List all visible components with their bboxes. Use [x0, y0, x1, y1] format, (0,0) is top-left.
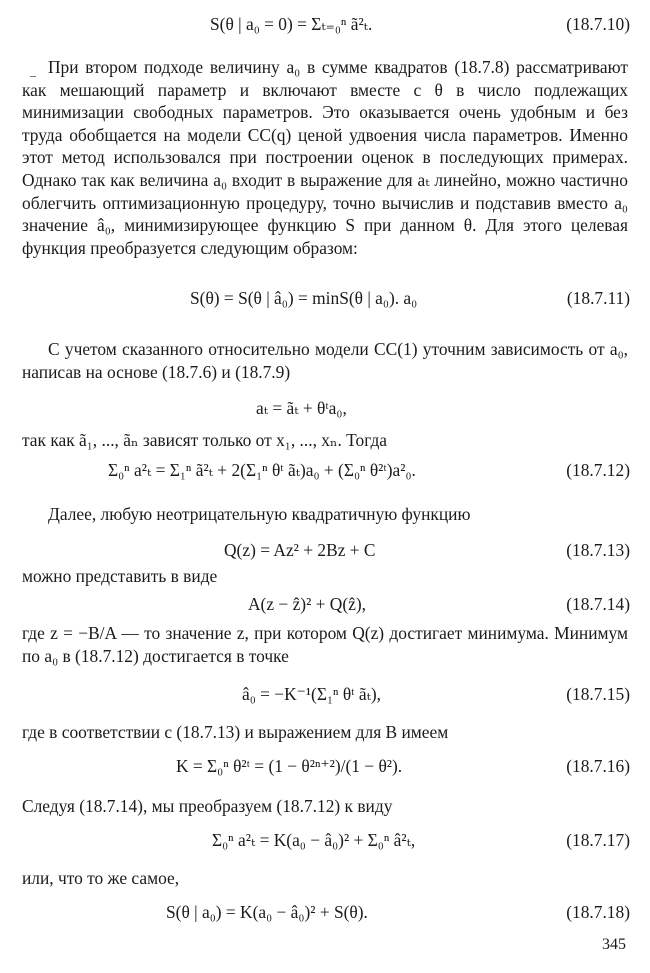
- equation-number: (18.7.16): [566, 756, 630, 776]
- equation-number: (18.7.18): [566, 902, 630, 922]
- paragraph: При втором подходе величину a₀ в сумме квадратов (18.7.8) рассматривают как мешающий параметр и включают вместе с θ в число подлежащих минимизации свободных параметров. Это оказывается очень удобным и без труда обобщается на модели СС(q) ценой удвоения числа параметров. Именно этот метод использовался при построении оценок в последующих примерах. Однако так как величина a₀ входит в выражение для aₜ линейно, можно частично облегчить оптимизационную процедуру, точно вычислив и подставив вместо a₀ значение â₀, минимизирующее функцию S при данном θ. Для этого целевая функция преобразуется следующим образом:: [22, 57, 628, 258]
- paragraph: где z = −B/A — то значение z, при котором Q(z) достигает минимума. Минимум по a₀ в (18.7.12) достигается в точке: [22, 623, 628, 666]
- paragraph: С учетом сказанного относительно модели СС(1) уточним зависимость от a₀, написав на основе (18.7.6) и (18.7.9): [22, 339, 628, 382]
- paragraph: Далее, любую неотрицательную квадратичную функцию: [48, 504, 471, 524]
- equation-18-7-14: [248, 594, 366, 615]
- equation-number: (18.7.13): [566, 540, 630, 560]
- page-number: 345: [602, 936, 626, 953]
- equation-formula: Σ₀ⁿ a²ₜ = Σ₁ⁿ ã²ₜ + 2(Σ₁ⁿ θᵗ ãₜ)a₀ + (Σ₀ⁿ θ²ᵗ)a²₀.: [108, 460, 416, 480]
- equation-formula: A(z − ẑ)² + Q(ẑ),: [248, 594, 367, 614]
- equation-number: (18.7.15): [566, 684, 630, 704]
- equation-formula: K = Σ₀ⁿ θ²ᵗ = (1 − θ²ⁿ⁺²)/(1 − θ²).: [176, 756, 403, 776]
- equation-formula: S(θ | a₀) = K(a₀ − â₀)² + S(θ).: [166, 902, 368, 922]
- equation-number: (18.7.17): [566, 830, 630, 850]
- equation-number: (18.7.10): [566, 14, 630, 34]
- equation-number: (18.7.11): [566, 288, 630, 308]
- equation-formula: Q(z) = Az² + 2Bz + C: [224, 540, 376, 560]
- equation-18-7-13: [224, 540, 376, 561]
- equation-18-7-15: [242, 684, 381, 705]
- equation-18-7-17: [212, 830, 415, 851]
- equation-formula: Σ₀ⁿ a²ₜ = K(a₀ − â₀)² + Σ₀ⁿ â²ₜ,: [212, 830, 416, 850]
- equation-number: (18.7.12): [566, 460, 630, 480]
- paragraph: так как ã₁, ..., ãₙ зависят только от x₁, ..., xₙ. Тогда: [22, 430, 388, 450]
- equation-18-7-12: [108, 460, 416, 481]
- equation-formula: S(θ | a₀ = 0) = Σₜ₌₀ⁿ ã²ₜ.: [210, 14, 373, 34]
- equation-formula: aₜ = ãₜ + θᵗa₀,: [256, 398, 347, 418]
- paragraph: или, что то же самое,: [22, 868, 180, 888]
- equation-18-7-18: [166, 902, 368, 923]
- paragraph: можно представить в виде: [22, 566, 218, 586]
- equation-number: (18.7.14): [566, 594, 630, 614]
- equation-formula: â₀ = −K⁻¹(Σ₁ⁿ θᵗ ãₜ),: [242, 684, 381, 704]
- equation-formula: S(θ) = S(θ | â₀) = minS(θ | a₀). a₀: [190, 288, 418, 308]
- equation-18-7-16: [176, 756, 402, 777]
- paragraph: где в соответствии с (18.7.13) и выражением для B имеем: [22, 722, 449, 742]
- paragraph: Следуя (18.7.14), мы преобразуем (18.7.12) к виду: [22, 796, 393, 816]
- equation-18-7-11: [190, 288, 417, 309]
- equation-18-7-10: [210, 14, 372, 35]
- equation-at: [256, 398, 347, 419]
